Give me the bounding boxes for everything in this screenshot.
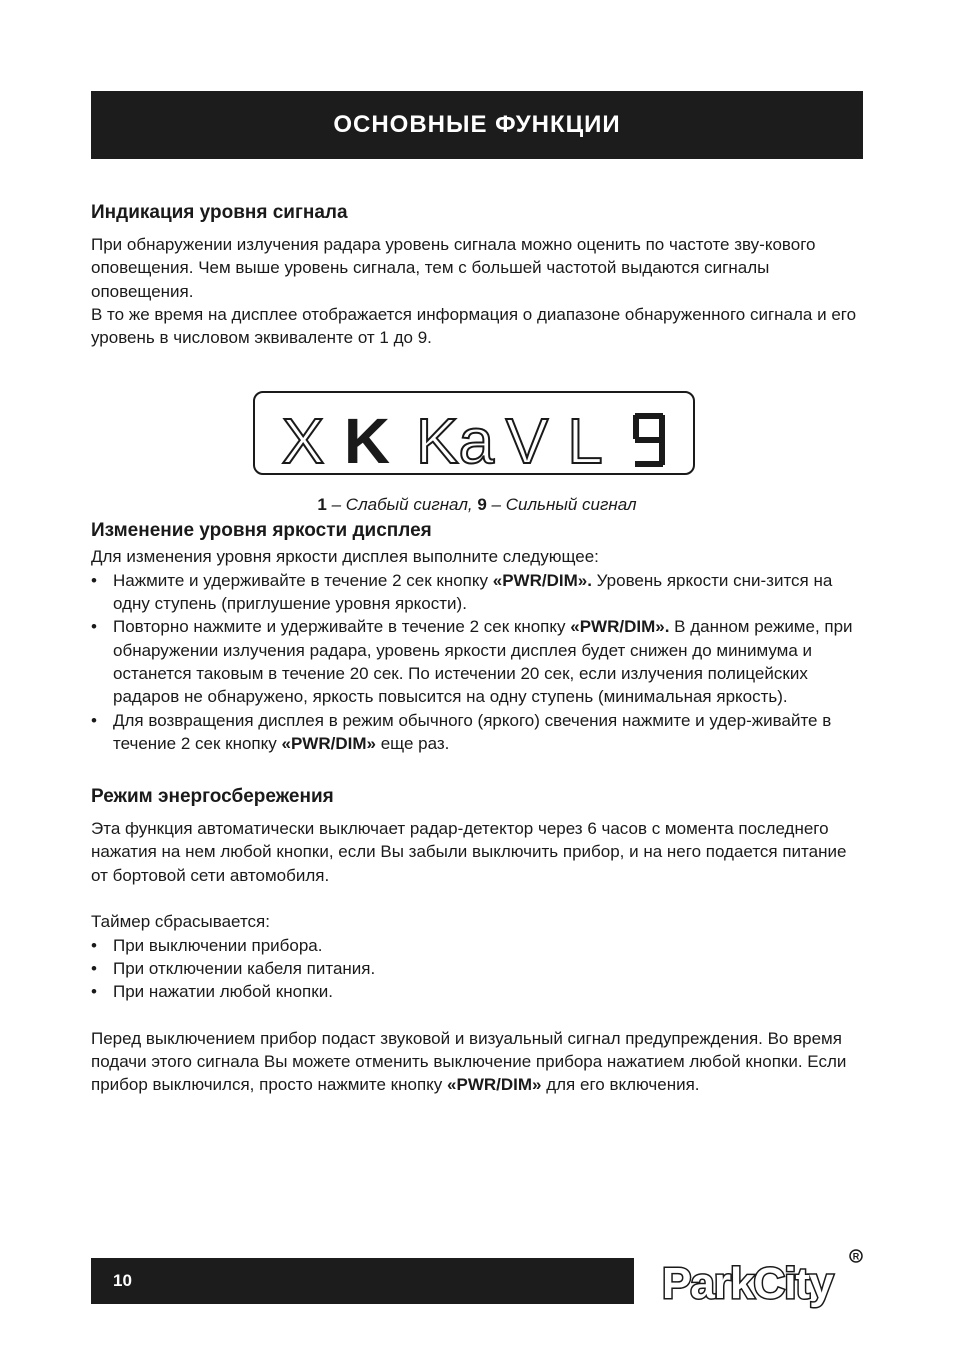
display-svg: [255, 393, 697, 477]
page-header: [91, 91, 863, 159]
section-heading-signal-level: Индикация уровня сигнала: [91, 202, 348, 223]
section-heading-brightness: Изменение уровня яркости дисплея: [91, 520, 432, 542]
page-title: ОСНОВНЫЕ ФУНКЦИИ: [333, 111, 621, 138]
band-x: X: [281, 405, 325, 478]
list-item: • При нажатии любой кнопки.: [91, 980, 863, 1003]
list-item: • Нажмите и удерживайте в течение 2 сек кнопку «PWR/DIM». Уровень яркости сни-зится на одну ступень (приглушение уровня яркости).: [91, 569, 863, 616]
section-heading-power-saving: Режим энергосбережения: [91, 786, 334, 808]
band-k-active: K: [343, 405, 391, 478]
caption-max-value: 9: [477, 495, 487, 515]
list-item: • Повторно нажмите и удерживайте в течение 2 сек кнопку «PWR/DIM». В данном режиме, при обнаружении излучения радара, уровень яркости дисплея будет снижен до минимума и останется таковым в течение 20 сек. По истечении 20 сек, если излучения полицейских радаров не обнаружено, яркость повысится на одну ступень (минимальная яркость).: [91, 615, 863, 708]
band-l: L: [567, 405, 603, 478]
signal-level-paragraph-1: При обнаружении излучения радара уровень сигнала можно оценить по частоте зву-кового оповещения. Чем выше уровень сигнала, тем с большей частотой выдаются сигналы оповещения.: [91, 235, 816, 301]
display-illustration: [91, 391, 863, 515]
band-ka: Ka: [415, 405, 495, 478]
caption-min-label: – Слабый сигнал,: [326, 495, 478, 515]
list-item: • При выключении прибора.: [91, 934, 863, 957]
main-content: [91, 199, 863, 1097]
power-saving-paragraph: Эта функция автоматически выключает радар-детектор через 6 часов с момента последнего нажатия на нем любой кнопки, если Вы забыли выключить прибор, и на него подается питание от бортовой сети автомобиля.: [91, 819, 847, 885]
level-digit-9: [633, 413, 665, 467]
radar-display: [253, 391, 695, 478]
registered-mark: R: [852, 1251, 860, 1262]
brand-wordmark: ParkCity: [662, 1259, 833, 1308]
signal-level-paragraph-2: В то же время на дисплее отображается информация о диапазоне обнаруженного сигнала и его уровень в числовом эквиваленте от 1 до 9.: [91, 304, 857, 348]
parkcity-logo: [658, 1246, 866, 1312]
band-v: V: [505, 405, 549, 478]
caption-min-value: 1: [317, 495, 327, 515]
page-footer: [91, 1258, 634, 1304]
brightness-intro: Для изменения уровня яркости дисплея выполните следующее:: [91, 547, 599, 567]
caption-max-label: – Сильный сигнал: [486, 495, 637, 515]
list-item: • При отключении кабеля питания.: [91, 957, 863, 980]
timer-intro: Таймер сбрасывается:: [91, 912, 270, 932]
list-item: • Для возвращения дисплея в режим обычного (яркого) свечения нажмите и удер-живайте в течение 2 сек кнопку «PWR/DIM» еще раз.: [91, 709, 863, 756]
page-number: 10: [113, 1271, 132, 1290]
power-saving-final-paragraph: Перед выключением прибор подаст звуковой и визуальный сигнал предупреждения. Во время подачи этого сигнала Вы можете отменить выключение прибора нажатием любой кнопки. Если прибор выключился, просто нажмите кнопку «PWR/DIM» для его включения.: [91, 1028, 847, 1095]
display-caption: [91, 493, 863, 516]
timer-list: [91, 934, 863, 1004]
brightness-list: [91, 569, 863, 755]
